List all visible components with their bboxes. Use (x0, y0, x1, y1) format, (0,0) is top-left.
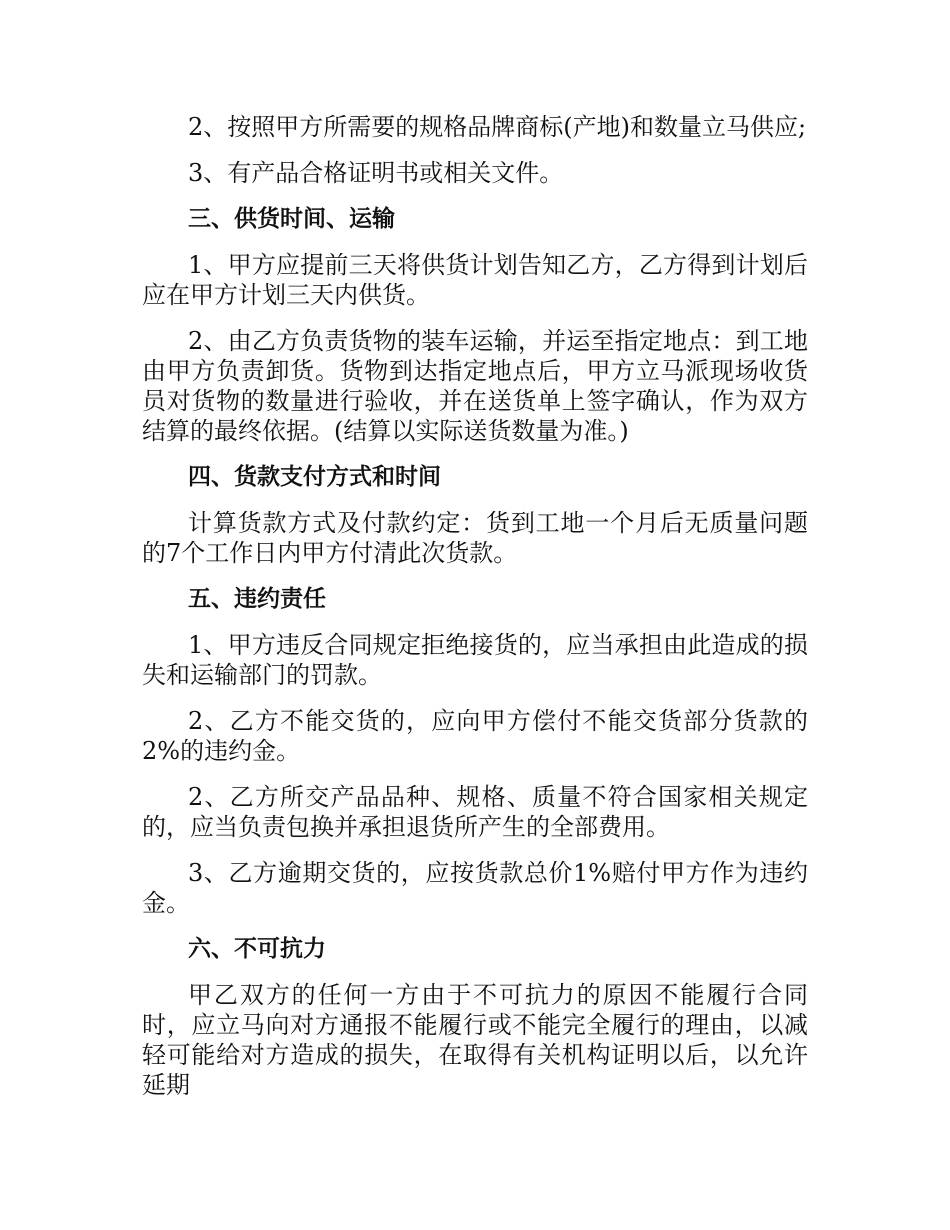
section-heading-delivery: 三、供货时间、运输 (188, 206, 395, 232)
document-page (142, 112, 808, 1116)
force-majeure-clause: 甲乙双方的任何一方由于不可抗力的原因不能履行合同时，应立马向对方通报不能履行或不能完全履行的理由，以减轻可能给对方造成的损失，在取得有关机构证明以后，以允许延期 (142, 981, 808, 1099)
clause-2-supply-spec: 2、按照甲方所需要的规格品牌商标(产地)和数量立马供应; (188, 113, 807, 141)
liability-clause-2a: 2、乙方不能交货的，应向甲方偿付不能交货部分货款的2%的违约金。 (142, 707, 808, 765)
section-heading-force-majeure: 六、不可抗力 (188, 936, 326, 962)
delivery-clause-2: 2、由乙方负责货物的装车运输，并运至指定地点：到工地由甲方负责卸货。货物到达指定地点后，甲方立马派现场收货员对货物的数量进行验收，并在送货单上签字确认，作为双方结算的最终依据。(结算以实际送货数量为准。) (142, 327, 808, 445)
payment-clause: 计算货款方式及付款约定：货到工地一个月后无质量问题的7个工作日内甲方付清此次货款。 (142, 509, 808, 567)
section-heading-liability: 五、违约责任 (188, 586, 326, 612)
liability-clause-3: 3、乙方逾期交货的，应按货款总价1%赔付甲方作为违约金。 (142, 859, 808, 917)
section-heading-payment: 四、货款支付方式和时间 (188, 464, 441, 490)
liability-clause-2b: 2、乙方所交产品品种、规格、质量不符合国家相关规定的，应当负责包换并承担退货所产生的全部费用。 (142, 783, 808, 841)
clause-3-certificate: 3、有产品合格证明书或相关文件。 (188, 159, 564, 187)
liability-clause-1: 1、甲方违反合同规定拒绝接货的，应当承担由此造成的损失和运输部门的罚款。 (142, 631, 808, 689)
delivery-clause-1: 1、甲方应提前三天将供货计划告知乙方，乙方得到计划后应在甲方计划三天内供货。 (142, 251, 808, 309)
